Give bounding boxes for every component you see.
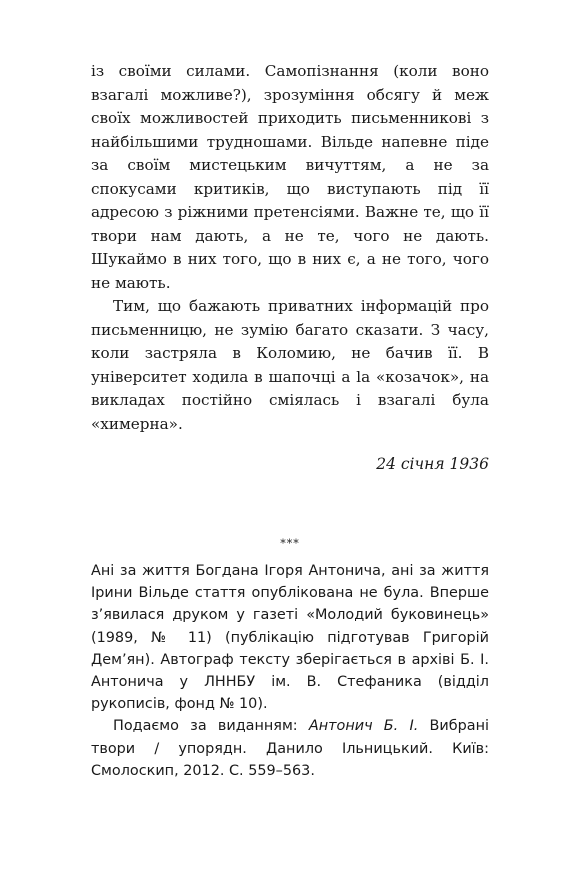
page-content bbox=[91, 60, 489, 782]
main-paragraph-2: Тим, що бажають приватних інформацій про письменницю, не зумію багато сказати. З часу, коли застряла в Коломию, не бачив її. В університет ходила в шапочці а la «козачок», на викладах постійно сміялась і взагалі була «химерна». bbox=[91, 297, 489, 433]
main-text bbox=[91, 60, 489, 436]
editorial-note bbox=[91, 560, 489, 782]
note-source-prefix: Подаємо за виданням: bbox=[113, 718, 309, 735]
note-paragraph-1: Ані за життя Богдана Ігоря Антонича, ані за життя Ірини Вільде стаття опублікована не була. Вперше з’явилася друком у газеті «Молодий буковинець» (1989, № 11) (публікацію підготував Григорій Дем’ян). Автограф тексту зберігається в архіві Б. І. Антонича у ЛННБУ ім. В. Стефаника (відділ рукописів, фонд № 10). bbox=[91, 563, 489, 713]
main-paragraph-1: із своїми силами. Самопізнання (коли воно взагалі можливе?), зрозуміння обсягу й меж своїх можливостей приходить письменникові з найбільшими трудношами. Вільде напевне піде за своїм мистецьким вичуттям, а не за спокусами критиків, що виступають під її адресою з ріжними претенсіями. Важне те, що її твори нам дають, а не те, чого не дають. Шукаймо в них того, що в них є, а не того, чого не мають. bbox=[91, 62, 489, 292]
section-separator: *** bbox=[280, 537, 300, 550]
note-paragraph-2 bbox=[91, 715, 489, 782]
note-source-author: Антонич Б. І. bbox=[308, 718, 419, 735]
article-date: 24 січня 1936 bbox=[376, 455, 489, 473]
note-source-details: Вибрані твори / упорядн. Данило Ільницький. Київ: Смолоскип, 2012. С. 559–563. bbox=[91, 718, 489, 779]
